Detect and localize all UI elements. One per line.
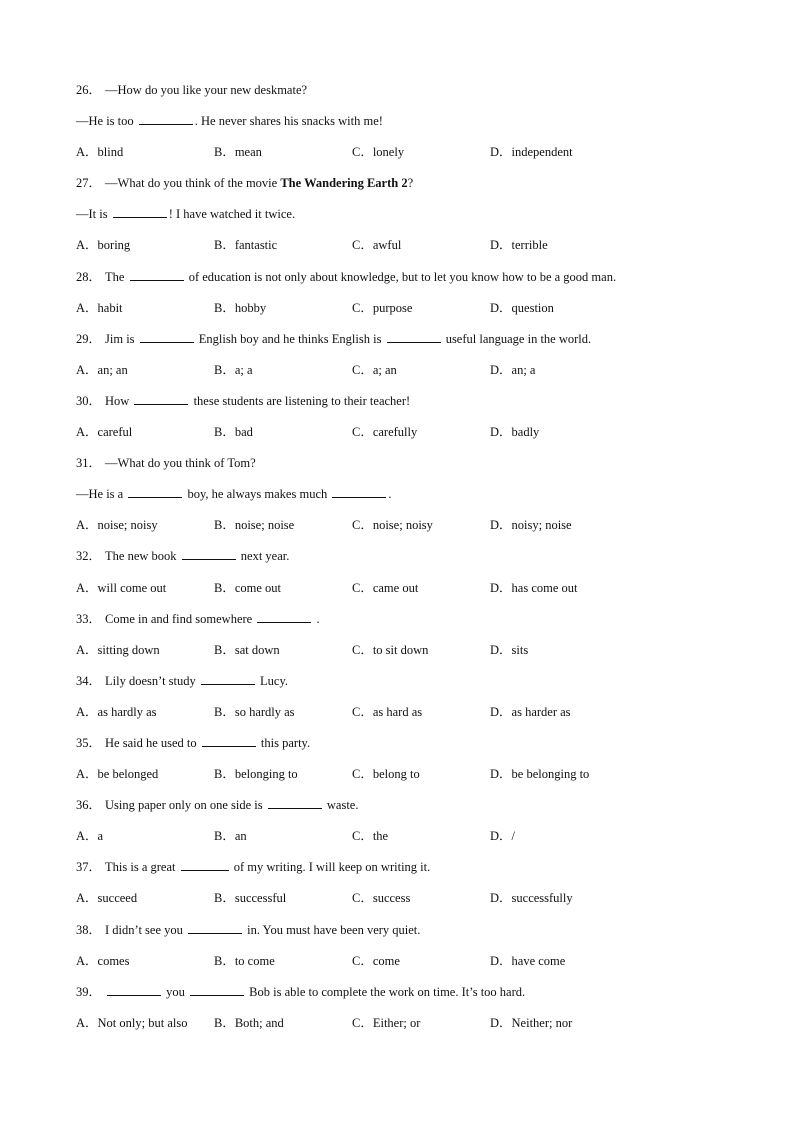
option-b[interactable]: B．successful [214,891,287,906]
question-number: 26． [76,83,102,97]
option-c[interactable]: C．to sit down [352,642,429,657]
option-c[interactable]: C．lonely [352,145,405,160]
question-34-options [76,702,716,733]
option-d[interactable]: D．sits [490,642,529,657]
question-number: 28． [76,269,102,284]
option-a[interactable]: A．comes [76,953,130,968]
question-number: 27． [76,176,102,191]
option-a[interactable]: A．a [76,829,104,844]
answer-blank [201,672,255,685]
answer-blank [190,983,244,996]
option-a[interactable]: A．Not only; but also [76,1015,188,1030]
option-c[interactable]: C．as hard as [352,704,423,719]
answer-blank [268,796,322,809]
answer-blank [257,610,311,623]
option-a[interactable]: A．be belonged [76,767,159,782]
answer-blank [387,330,441,343]
answer-blank [181,858,229,871]
question-34-stem [76,671,716,702]
question-31-reply [76,484,716,515]
option-c[interactable]: C．purpose [352,300,413,315]
option-a[interactable]: A．careful [76,425,133,440]
question-39-stem [76,982,716,1013]
question-27-stem [76,173,716,204]
option-c[interactable]: C．carefully [352,425,418,440]
option-a[interactable]: A．habit [76,300,123,315]
option-d[interactable]: D．terrible [490,238,548,253]
option-c[interactable]: C．came out [352,580,419,595]
question-27-options [76,235,716,266]
exam-page [76,80,716,1044]
question-text: I didn’t see you [105,922,187,937]
option-d[interactable]: D．an; a [490,362,536,377]
question-text: useful language in the world. [442,331,592,346]
question-26-stem [76,80,716,111]
question-number: 37． [76,860,102,875]
question-26-options [76,142,716,173]
option-b[interactable]: B．bad [214,425,253,440]
question-29-stem [76,329,716,360]
option-b[interactable]: B．an [214,829,247,844]
question-text: Jim is [105,331,138,346]
answer-blank [332,485,386,498]
question-text: next year. [237,549,290,564]
option-b[interactable]: B．Both; and [214,1015,284,1030]
answer-blank [140,330,194,343]
question-text: He said he used to [105,735,200,750]
option-c[interactable]: C．Either; or [352,1015,421,1030]
option-b[interactable]: B．sat down [214,642,280,657]
question-text: —How do you like your new deskmate? [105,83,308,97]
option-a[interactable]: A．noise; noisy [76,518,158,533]
question-28-stem [76,267,716,298]
question-text: The new book [105,549,180,564]
question-36-options [76,826,716,857]
option-a[interactable]: A．succeed [76,891,138,906]
question-text: you [163,984,189,999]
option-d[interactable]: D．as harder as [490,704,571,719]
question-text: . He never shares his snacks with me! [194,114,383,129]
option-a[interactable]: A．boring [76,238,131,253]
question-number: 36． [76,798,102,813]
question-text: Lucy. [256,673,289,688]
answer-blank [107,983,161,996]
question-text: . [313,611,320,626]
question-32-stem [76,546,716,577]
question-text: Lily doesn’t study [105,673,199,688]
option-d[interactable]: D．badly [490,425,540,440]
answer-blank [188,921,242,934]
option-a[interactable]: A．will come out [76,580,167,595]
question-27-reply [76,204,716,235]
question-36-stem [76,795,716,826]
question-text: —What do you think of the movie [105,176,281,191]
option-b[interactable]: B．belonging to [214,767,298,782]
option-b[interactable]: B．noise; noise [214,518,295,533]
question-text: of my writing. I will keep on writing it. [230,860,431,875]
question-text: this party. [257,735,311,750]
question-number: 30． [76,393,102,408]
answer-blank [128,485,182,498]
option-c[interactable]: C．come [352,953,400,968]
question-text: Come in and find somewhere [105,611,256,626]
question-37-options [76,888,716,919]
question-text: waste. [323,798,359,813]
movie-title: The Wandering Earth 2 [280,176,408,191]
question-31-stem [76,453,716,484]
option-c[interactable]: C．noise; noisy [352,518,433,533]
question-text: ! I have watched it twice. [168,207,296,222]
question-29-options [76,360,716,391]
option-b[interactable]: B．come out [214,580,282,595]
answer-blank [139,112,193,125]
question-number: 34． [76,673,102,688]
question-33-stem [76,609,716,640]
option-d[interactable]: D．successfully [490,891,573,906]
question-text: —He is a [76,487,127,502]
question-text: . [388,487,392,502]
answer-blank [134,392,188,405]
question-number: 29． [76,331,102,346]
option-c[interactable]: C．success [352,891,411,906]
option-c[interactable]: C．awful [352,238,402,253]
option-c[interactable]: C．a; an [352,362,397,377]
option-d[interactable]: D．has come out [490,580,578,595]
question-30-options [76,422,716,453]
option-d[interactable]: D．have come [490,953,566,968]
option-d[interactable]: D．noisy; noise [490,518,572,533]
option-d[interactable]: D．Neither; nor [490,1015,573,1030]
question-31-options [76,515,716,546]
answer-blank [113,205,167,218]
option-b[interactable]: B．so hardly as [214,704,295,719]
option-c[interactable]: C．belong to [352,767,420,782]
question-text: Using paper only on one side is [105,798,266,813]
question-number: 31． [76,456,102,471]
option-a[interactable]: A．blind [76,145,124,160]
answer-blank [130,268,184,281]
option-d[interactable]: D．/ [490,829,516,844]
question-number: 39． [76,984,102,999]
option-b[interactable]: B．to come [214,953,275,968]
question-37-stem [76,857,716,888]
option-b[interactable]: B．a; a [214,362,253,377]
question-35-options [76,764,716,795]
question-text: Bob is able to complete the work on time. It’s too hard. [246,984,526,999]
answer-blank [202,734,256,747]
question-38-stem [76,920,716,951]
question-text: of education is not only about knowledge, but to let you know how to be a good man. [185,269,617,284]
question-text: —He is too [76,114,137,129]
option-b[interactable]: B．mean [214,145,262,160]
option-a[interactable]: A．an; an [76,362,128,377]
option-d[interactable]: D．question [490,300,554,315]
option-a[interactable]: A．as hardly as [76,704,157,719]
question-number: 38． [76,922,102,937]
answer-blank [182,547,236,560]
question-text: How [105,393,133,408]
question-text: —What do you think of Tom? [105,456,256,471]
question-number: 33． [76,611,102,626]
question-text: English boy and he thinks English is [195,331,385,346]
question-text: This is a great [105,860,179,875]
question-text: boy, he always makes much [184,487,331,502]
option-d[interactable]: D．be belonging to [490,767,590,782]
question-number: 35． [76,735,102,750]
question-text: in. You must have been very quiet. [244,922,421,937]
question-text: these students are listening to their teacher! [190,393,411,408]
question-35-stem [76,733,716,764]
question-30-stem [76,391,716,422]
question-text: The [105,269,128,284]
option-b[interactable]: B．hobby [214,300,267,315]
question-39-options [76,1013,716,1044]
question-33-options [76,640,716,671]
option-a[interactable]: A．sitting down [76,642,160,657]
question-26-reply [76,111,716,142]
option-d[interactable]: D．independent [490,145,573,160]
option-c[interactable]: C．the [352,829,389,844]
question-text: ? [407,176,414,191]
question-32-options [76,578,716,609]
question-38-options [76,951,716,982]
question-number: 32． [76,549,102,564]
question-28-options [76,298,716,329]
option-b[interactable]: B．fantastic [214,238,278,253]
question-text: —It is [76,207,111,222]
